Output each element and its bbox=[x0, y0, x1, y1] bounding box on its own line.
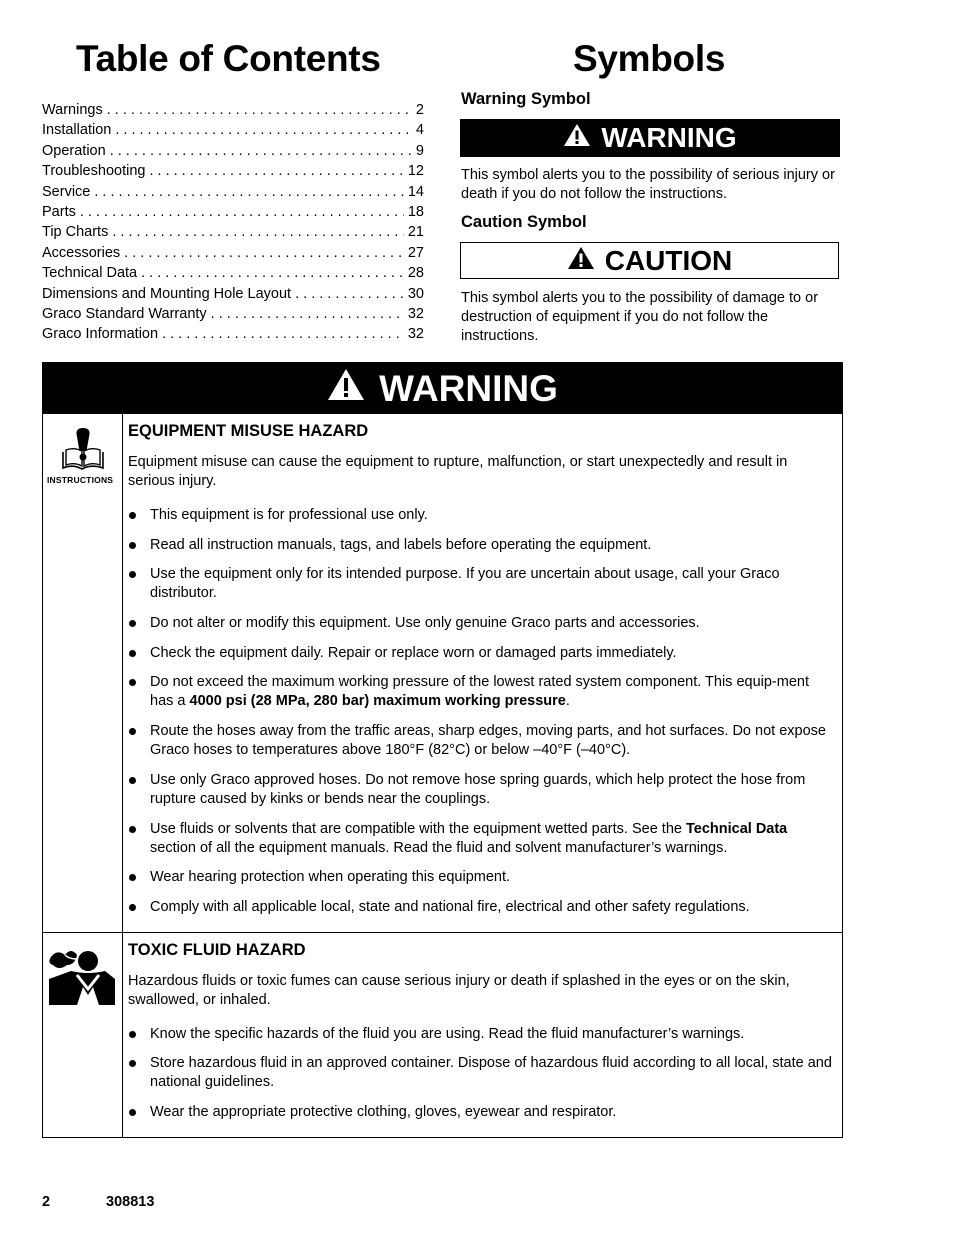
toc-entry-title: Service bbox=[42, 183, 91, 200]
hazard-icon-cell bbox=[43, 933, 123, 1137]
toc-entry[interactable] bbox=[42, 122, 424, 142]
toc-entry[interactable] bbox=[42, 326, 424, 346]
bullet-text-segment: Use fluids or solvents that are compatible with the equipment wetted parts. See the bbox=[150, 820, 686, 837]
toc-entry-page: 4 bbox=[415, 122, 424, 139]
toc-entry[interactable] bbox=[42, 306, 424, 326]
toc-leader-dots bbox=[211, 306, 404, 322]
hazard-intro: Equipment misuse can cause the equipment to rupture, malfunction, or start unexpectedly and result in serious injury. bbox=[128, 454, 788, 489]
toc-leader-dots bbox=[94, 184, 404, 200]
hazard-bullet-item: Check the equipment daily. Repair or replace worn or damaged parts immediately. bbox=[128, 644, 832, 663]
toc-entry-title: Accessories bbox=[42, 244, 121, 261]
hazard-icon-cell bbox=[43, 414, 123, 932]
toc-entry[interactable] bbox=[42, 265, 424, 285]
hazard-bullet-item: Wear the appropriate protective clothing, gloves, eyewear and respirator. bbox=[128, 1103, 832, 1122]
toc-list bbox=[42, 102, 424, 347]
toc-leader-dots bbox=[115, 122, 412, 138]
toc-entry-title: Graco Standard Warranty bbox=[42, 305, 207, 322]
toc-entry-title: Installation bbox=[42, 122, 112, 139]
hazard-body bbox=[123, 933, 842, 1137]
hazard-bullet-item: Store hazardous fluid in an approved container. Dispose of hazardous fluid according to all local, state and national guidelines. bbox=[128, 1054, 832, 1092]
toc-entry-title: Warnings bbox=[42, 102, 103, 118]
toc-entry-title: Dimensions and Mounting Hole Layout bbox=[42, 285, 292, 302]
hazard-bullet-item bbox=[128, 673, 832, 711]
symbols-title: Symbols bbox=[573, 38, 726, 79]
hazard-bullet-list bbox=[128, 1025, 832, 1122]
toc-entry-page: 12 bbox=[407, 163, 424, 180]
hazard-bullet-item: Know the specific hazards of the fluid you are using. Read the fluid manufacturer’s warnings. bbox=[128, 1025, 832, 1044]
bullet-bold-segment: Technical Data bbox=[685, 820, 788, 837]
toc-entry[interactable] bbox=[42, 163, 424, 183]
document-number: 308813 bbox=[106, 1194, 155, 1210]
hazard-row-equipment-misuse bbox=[43, 414, 842, 932]
toc-entry[interactable] bbox=[42, 184, 424, 204]
toc-title: Table of Contents bbox=[76, 38, 381, 79]
toc-leader-dots bbox=[112, 224, 404, 240]
toc-entry-title: Operation bbox=[42, 142, 106, 159]
toc-entry-page: 2 bbox=[415, 102, 424, 118]
toc-entry-page: 28 bbox=[407, 265, 424, 282]
toc-entry-title: Parts bbox=[42, 203, 76, 220]
toc-entry-title: Technical Data bbox=[42, 265, 138, 282]
warning-symbol-label: WARNING bbox=[601, 122, 737, 153]
toc-entry-page: 18 bbox=[407, 203, 424, 220]
hazard-row-toxic-fluid bbox=[43, 932, 842, 1137]
instructions-manual-icon bbox=[61, 428, 105, 477]
caution-symbol-text: This symbol alerts you to the possibility of damage to or destruction of equipment if you do not follow the instructions. bbox=[461, 290, 819, 344]
toc-entry-page: 14 bbox=[407, 183, 424, 200]
hazard-bullet-item: Comply with all applicable local, state and national fire, electrical and other safety regulations. bbox=[128, 898, 832, 917]
warning-triangle-icon bbox=[563, 122, 591, 154]
toc-leader-dots bbox=[149, 163, 403, 179]
bullet-text-segment: Do not exceed the maximum working pressure of the lowest rated system component. This equip-ment has a bbox=[150, 674, 809, 710]
warning-table-header-label: WARNING bbox=[379, 367, 558, 409]
hazard-bullet-item: Do not alter or modify this equipment. Use only genuine Graco parts and accessories. bbox=[128, 614, 832, 633]
warning-symbol-banner bbox=[460, 119, 840, 157]
toc-leader-dots bbox=[124, 245, 404, 261]
toc-entry-title: Troubleshooting bbox=[42, 163, 146, 180]
toc-leader-dots bbox=[107, 102, 412, 118]
hazard-bullet-item bbox=[128, 820, 832, 858]
hazard-bullet-list bbox=[128, 506, 832, 917]
toc-entry-page: 9 bbox=[415, 142, 424, 159]
toc-entry-page: 27 bbox=[407, 244, 424, 261]
hazard-bullet-item: Wear hearing protection when operating this equipment. bbox=[128, 868, 832, 887]
hazard-bullet-item: Read all instruction manuals, tags, and labels before operating the equipment. bbox=[128, 536, 832, 555]
toc-entry-page: 32 bbox=[407, 305, 424, 322]
hazard-bullet-item: This equipment is for professional use only. bbox=[128, 506, 832, 525]
toc-leader-dots bbox=[162, 326, 404, 342]
toc-leader-dots bbox=[295, 286, 404, 302]
caution-triangle-icon bbox=[567, 245, 595, 277]
hazard-bullet-item: Use only Graco approved hoses. Do not remove hose spring guards, which help protect the hose from rupture caused by kinks or bends near the couplings. bbox=[128, 771, 832, 809]
hazard-icon-label: INSTRUCTIONS bbox=[47, 475, 114, 485]
hazard-body bbox=[123, 414, 842, 932]
toc-entry-page: 32 bbox=[407, 326, 424, 343]
toc-entry[interactable] bbox=[42, 286, 424, 306]
toc-entry-page: 30 bbox=[407, 285, 424, 302]
toc-entry[interactable] bbox=[42, 245, 424, 265]
toc-entry[interactable] bbox=[42, 102, 424, 122]
caution-symbol-banner bbox=[460, 242, 839, 279]
warning-symbol-text: This symbol alerts you to the possibility of serious injury or death if you do not follow the instructions. bbox=[461, 167, 835, 202]
toc-leader-dots bbox=[141, 265, 404, 281]
page-number: 2 bbox=[42, 1194, 51, 1210]
hazard-bullet-item: Use the equipment only for its intended purpose. If you are uncertain about usage, call your Graco distributor. bbox=[128, 565, 832, 603]
hazard-bullet-item: Route the hoses away from the traffic areas, sharp edges, moving parts, and hot surfaces. Do not expose Graco hoses to temperatures above 180°F (82°C) or below –40°F (–40°C). bbox=[128, 722, 832, 760]
caution-symbol-label: CAUTION bbox=[604, 244, 733, 276]
toc-entry[interactable] bbox=[42, 204, 424, 224]
bullet-text-segment: . bbox=[565, 693, 570, 710]
toc-leader-dots bbox=[80, 204, 404, 220]
bullet-text-segment: section of all the equipment manuals. Read the fluid and solvent manufacturer’s warnings. bbox=[150, 839, 728, 856]
toc-entry-page: 21 bbox=[407, 224, 424, 241]
warning-table-header bbox=[43, 363, 842, 414]
hazard-title: TOXIC FLUID HAZARD bbox=[128, 940, 306, 959]
warning-symbol-heading: Warning Symbol bbox=[461, 90, 591, 108]
toc-entry-title: Tip Charts bbox=[42, 224, 109, 241]
caution-symbol-heading: Caution Symbol bbox=[461, 213, 587, 231]
warning-triangle-icon bbox=[327, 368, 365, 410]
hazard-intro: Hazardous fluids or toxic fumes can cause serious injury or death if splashed in the eyes or on the skin, swallowed, or inhaled. bbox=[128, 972, 790, 1008]
toc-entry[interactable] bbox=[42, 143, 424, 163]
hazard-title: EQUIPMENT MISUSE HAZARD bbox=[128, 422, 369, 440]
toc-leader-dots bbox=[110, 143, 412, 159]
toxic-fumes-icon bbox=[47, 943, 117, 1014]
bullet-bold-segment: 4000 psi (28 MPa, 280 bar) maximum working pressure bbox=[189, 693, 566, 710]
toc-entry[interactable] bbox=[42, 224, 424, 244]
warning-table bbox=[42, 362, 843, 1138]
toc-entry-title: Graco Information bbox=[42, 326, 159, 343]
